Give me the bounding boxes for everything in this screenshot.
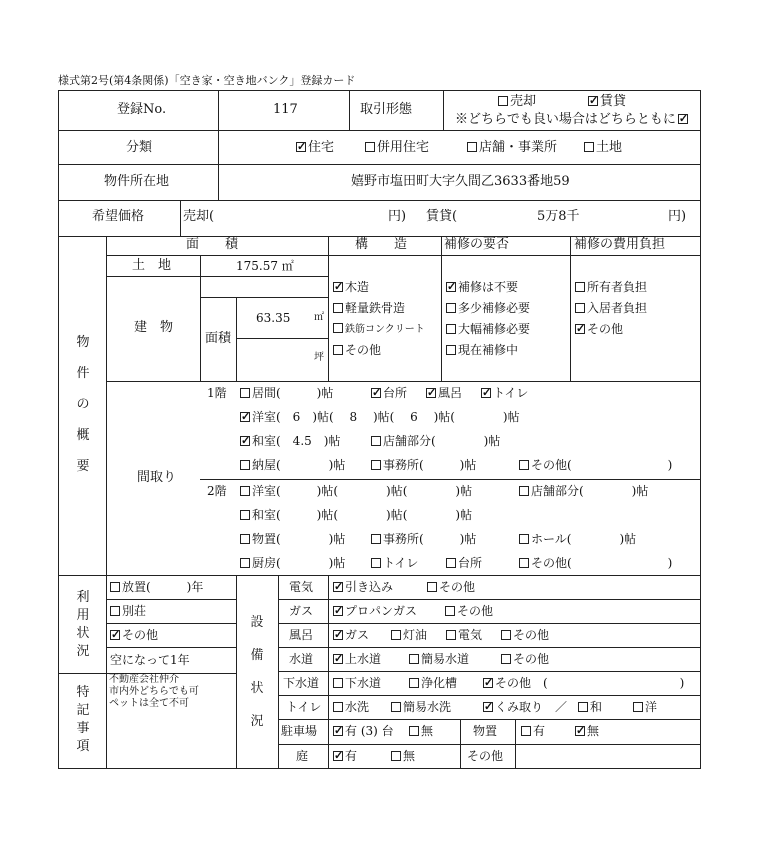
garden-no-label: 無 [403, 749, 416, 763]
land-area-value: 175.57 ㎡ [236, 259, 294, 273]
checkbox-icon[interactable] [519, 534, 529, 544]
bath-kerosene-label: 灯油 [403, 628, 428, 642]
f1-storage[interactable] [240, 457, 345, 473]
f1-other[interactable] [519, 457, 672, 473]
usage-villa-label: 別荘 [122, 604, 147, 618]
checkbox-icon[interactable] [240, 534, 250, 544]
remarks-side-3: 事 [76, 721, 90, 736]
f2-toilet[interactable] [371, 555, 418, 571]
repair-none[interactable] [446, 279, 518, 295]
price-sale-unit: 円) [388, 209, 407, 224]
f2-daidokoro[interactable] [446, 555, 482, 571]
shed-no-label: 無 [587, 724, 600, 738]
usage-side-2: 用 [76, 608, 90, 623]
parking-label: 駐車場 [281, 724, 318, 738]
checkbox-icon[interactable] [446, 324, 456, 334]
f1-storage-label: 納屋( )帖 [252, 458, 346, 472]
checked-checkbox-icon[interactable] [333, 582, 343, 592]
checkbox-icon[interactable] [391, 751, 401, 761]
repair-in-progress-label: 現在補修中 [458, 343, 519, 357]
unit-tsubo: 坪 [314, 352, 324, 363]
checkbox-icon[interactable] [409, 654, 419, 664]
structure-other[interactable] [333, 342, 381, 358]
bath-other-label: その他 [513, 628, 550, 642]
price-rent-value: 5万8千 [537, 209, 580, 224]
f1-western[interactable] [240, 409, 520, 425]
usage-note: 空になって1年 [110, 653, 190, 667]
checked-checkbox-icon[interactable] [333, 751, 343, 761]
sale-label: 売却 [510, 94, 537, 109]
checked-checkbox-icon[interactable] [333, 606, 343, 616]
checkbox-icon[interactable] [371, 558, 381, 568]
checkbox-icon[interactable] [333, 678, 343, 688]
bath-label: 風呂 [289, 628, 314, 642]
checkbox-icon[interactable] [446, 345, 456, 355]
structure-steel-label: 軽量鉄骨造 [345, 301, 406, 315]
checkbox-icon[interactable] [467, 142, 477, 152]
f1-kitchen[interactable] [371, 385, 407, 401]
category-land[interactable] [584, 140, 622, 156]
checked-checkbox-icon[interactable] [483, 678, 493, 688]
checked-checkbox-icon[interactable] [296, 142, 306, 152]
header-repair: 補修の要否 [444, 237, 510, 252]
overview-side-4: 概 [76, 428, 90, 443]
checked-checkbox-icon[interactable] [483, 702, 493, 712]
usage-side-4: 況 [76, 644, 90, 659]
transaction-type-label: 取引形態 [360, 102, 413, 117]
f1-japanese[interactable] [240, 433, 340, 449]
form-title: 様式第2号(第4条関係)「空き家・空き地バンク」登録カード [58, 74, 356, 87]
toilet-pit[interactable] [483, 699, 567, 715]
checked-checkbox-icon[interactable] [575, 324, 585, 334]
f1-toilet[interactable] [481, 385, 528, 401]
checkbox-icon[interactable] [333, 323, 343, 333]
cost-tenant[interactable] [575, 300, 647, 316]
checkbox-icon[interactable] [575, 282, 585, 292]
price-rent-unit: 円) [668, 209, 687, 224]
f2-hall-label: ホール( )帖 [531, 532, 637, 546]
f2-hall[interactable] [519, 531, 636, 547]
toilet-flush[interactable] [333, 699, 369, 715]
checkbox-icon[interactable] [584, 142, 594, 152]
usage-villa[interactable] [110, 603, 146, 619]
parking-yes-label: 有 (3) 台 [345, 724, 394, 738]
checked-checkbox-icon[interactable] [333, 654, 343, 664]
facilities-side-2: 備 [250, 648, 264, 663]
remarks-line-1: 不動産会社仲介 [109, 674, 179, 685]
toilet-simple-flush-label: 簡易水洗 [403, 700, 452, 714]
f1-other-label: その他( ) [531, 458, 673, 472]
checkbox-icon[interactable] [333, 303, 343, 313]
transaction-sale-option[interactable] [498, 94, 536, 110]
sewer-public-label: 下水道 [345, 676, 382, 690]
shed-yes-label: 有 [533, 724, 546, 738]
sewer-public[interactable] [333, 675, 381, 691]
remarks-line-3: ペットは全て不可 [109, 698, 189, 709]
water-other-label: その他 [513, 652, 550, 666]
f2-storage[interactable] [240, 531, 345, 547]
gas-label: ガス [289, 604, 314, 618]
checkbox-icon[interactable] [409, 678, 419, 688]
header-cost: 補修の費用負担 [574, 237, 666, 252]
f1-kitchen-label: 台所 [383, 386, 408, 400]
checked-checkbox-icon[interactable] [426, 388, 436, 398]
price-rent-open: 賃貸( [426, 209, 458, 224]
checked-checkbox-icon[interactable] [240, 412, 250, 422]
f1-bath-label: 風呂 [438, 386, 463, 400]
sewer-label: 下水道 [283, 676, 320, 690]
f1-office[interactable] [371, 457, 476, 473]
checkbox-icon[interactable] [498, 96, 508, 106]
unit-square-meter: ㎡ [314, 312, 324, 323]
category-label: 分類 [126, 140, 153, 155]
electric-label: 電気 [289, 580, 314, 594]
building-area-value: 63.35 [256, 311, 291, 325]
layout-label: 間取り [137, 470, 177, 485]
garden-label: 庭 [296, 749, 309, 763]
water-public-label: 上水道 [345, 652, 382, 666]
shed-label: 物置 [473, 724, 498, 738]
checked-checkbox-icon[interactable] [371, 388, 381, 398]
toilet-pit-label: くみ取り ／ [495, 700, 568, 714]
repair-major-label: 大幅補修必要 [458, 322, 531, 336]
registration-number-value: 117 [273, 102, 298, 117]
checkbox-icon[interactable] [445, 606, 455, 616]
checkbox-icon[interactable] [519, 460, 529, 470]
usage-other-label: その他 [122, 628, 159, 642]
structure-rc[interactable] [333, 323, 425, 336]
building-label: 建 物 [134, 320, 174, 335]
checkbox-icon[interactable] [110, 606, 120, 616]
f2-office-label: 事務所( )帖 [383, 532, 477, 546]
f1-japanese-label: 和室( 4.5 )帖 [252, 434, 341, 448]
usage-side-1: 利 [76, 590, 90, 605]
checkbox-icon[interactable] [391, 702, 401, 712]
category-land-label: 土地 [596, 140, 623, 155]
price-sale-open: 売却( [183, 209, 215, 224]
repair-none-label: 補修は不要 [458, 280, 519, 294]
bath-gas[interactable] [333, 627, 369, 643]
cost-owner[interactable] [575, 279, 647, 295]
checkbox-icon[interactable] [446, 303, 456, 313]
category-house[interactable] [296, 140, 334, 156]
transaction-rent-option[interactable] [588, 94, 626, 110]
checkbox-icon[interactable] [501, 654, 511, 664]
category-house-label: 住宅 [308, 140, 335, 155]
f2-japanese[interactable] [240, 507, 472, 523]
header-structure: 構 造 [355, 237, 408, 252]
checked-checkbox-icon[interactable] [110, 630, 120, 640]
parking-no-label: 無 [421, 724, 434, 738]
sewer-septic-label: 浄化槽 [421, 676, 458, 690]
f2-daidokoro-label: 台所 [458, 556, 483, 570]
bath-other[interactable] [501, 627, 549, 643]
f2-other-label: その他( ) [531, 556, 673, 570]
checkbox-icon[interactable] [446, 630, 456, 640]
checked-checkbox-icon[interactable] [588, 96, 598, 106]
cost-other[interactable] [575, 321, 623, 337]
bath-kerosene[interactable] [391, 627, 427, 643]
structure-other-label: その他 [345, 343, 382, 357]
f2-toilet-label: トイレ [383, 556, 419, 570]
checked-checkbox-icon[interactable] [333, 726, 343, 736]
toilet-japanese[interactable] [578, 699, 602, 715]
checked-checkbox-icon[interactable] [333, 282, 343, 292]
f2-japanese-label: 和室( )帖( )帖( )帖 [252, 508, 473, 522]
checked-checkbox-icon[interactable] [481, 388, 491, 398]
checkbox-icon[interactable] [427, 582, 437, 592]
land-label: 土 地 [132, 258, 172, 273]
toilet-japanese-label: 和 [590, 700, 603, 714]
transaction-either-note[interactable] [455, 112, 690, 128]
category-mixed[interactable] [365, 140, 429, 156]
garden-yes[interactable] [333, 748, 357, 764]
structure-steel[interactable] [333, 300, 405, 316]
usage-other[interactable] [110, 627, 158, 643]
either-note-text: ※どちらでも良い場合はどちらともに [455, 112, 676, 127]
f2-western-label: 洋室( )帖( )帖( )帖 [252, 484, 473, 498]
cost-tenant-label: 入居者負担 [587, 301, 648, 315]
toilet-label: トイレ [286, 700, 322, 714]
facilities-side-1: 設 [250, 615, 264, 630]
bath-electric[interactable] [446, 627, 482, 643]
building-area-label: 面積 [205, 331, 232, 346]
rent-label: 賃貸 [600, 94, 627, 109]
checkbox-icon[interactable] [519, 486, 529, 496]
registration-number-label: 登録No. [117, 102, 167, 117]
water-simple-label: 簡易水道 [421, 652, 470, 666]
facilities-side-4: 況 [250, 714, 264, 729]
checkbox-icon[interactable] [501, 630, 511, 640]
remarks-side-2: 記 [76, 703, 90, 718]
structure-wood[interactable] [333, 279, 369, 295]
repair-in-progress[interactable] [446, 342, 518, 358]
checkbox-icon[interactable] [578, 702, 588, 712]
price-label: 希望価格 [92, 209, 145, 224]
f1-shop-label: 店舗部分( )帖 [383, 434, 501, 448]
category-shop-label: 店舗・事業所 [479, 140, 558, 155]
remarks-side-1: 特 [76, 685, 90, 700]
parking-no[interactable] [409, 723, 433, 739]
f2-western[interactable] [240, 483, 472, 499]
checked-checkbox-icon[interactable] [678, 114, 688, 124]
toilet-western[interactable] [633, 699, 657, 715]
checkbox-icon[interactable] [519, 558, 529, 568]
checkbox-icon[interactable] [333, 702, 343, 712]
water-public[interactable] [333, 651, 381, 667]
structure-rc-label: 鉄筋コンクリート [345, 324, 425, 335]
toilet-flush-label: 水洗 [345, 700, 370, 714]
garden-other-label: その他 [467, 749, 504, 763]
f2-kitchen-room[interactable] [240, 555, 345, 571]
shed-no[interactable] [575, 723, 599, 739]
garden-no[interactable] [391, 748, 415, 764]
sewer-other-label: その他 ( ) [495, 676, 685, 690]
f1-office-label: 事務所( )帖 [383, 458, 477, 472]
toilet-simple-flush[interactable] [391, 699, 451, 715]
checkbox-icon[interactable] [333, 345, 343, 355]
f2-shop[interactable] [519, 483, 648, 499]
f1-shop[interactable] [371, 433, 500, 449]
usage-vacant[interactable] [110, 579, 203, 595]
electric-other[interactable] [427, 579, 475, 595]
electric-connected-label: 引き込み [345, 580, 394, 594]
f2-shop-label: 店舗部分( )帖 [531, 484, 649, 498]
checked-checkbox-icon[interactable] [575, 726, 585, 736]
overview-side-1: 物 [76, 335, 90, 350]
remarks-line-2: 市内外どちらでも可 [109, 686, 199, 697]
garden-yes-label: 有 [345, 749, 358, 763]
electric-connected[interactable] [333, 579, 393, 595]
electric-other-label: その他 [439, 580, 476, 594]
bath-gas-label: ガス [345, 628, 370, 642]
repair-some[interactable] [446, 300, 530, 316]
f2-office[interactable] [371, 531, 476, 547]
gas-other[interactable] [445, 603, 493, 619]
f1-toilet-label: トイレ [493, 386, 529, 400]
checkbox-icon[interactable] [240, 460, 250, 470]
structure-wood-label: 木造 [345, 280, 370, 294]
checked-checkbox-icon[interactable] [333, 630, 343, 640]
usage-side-3: 状 [76, 626, 90, 641]
checkbox-icon[interactable] [391, 630, 401, 640]
overview-side-5: 要 [76, 459, 90, 474]
f2-kitchen-room-label: 厨房( )帖 [252, 556, 346, 570]
repair-major[interactable] [446, 321, 530, 337]
bath-electric-label: 電気 [458, 628, 483, 642]
cost-other-label: その他 [587, 322, 624, 336]
checkbox-icon[interactable] [446, 558, 456, 568]
checkbox-icon[interactable] [371, 460, 381, 470]
location-label: 物件所在地 [104, 174, 170, 189]
usage-vacant-label: 放置( )年 [122, 580, 204, 594]
checkbox-icon[interactable] [575, 303, 585, 313]
water-other[interactable] [501, 651, 549, 667]
repair-some-label: 多少補修必要 [458, 301, 531, 315]
floor-2-label: 2階 [207, 484, 227, 498]
f1-western-label: 洋室( 6 )帖( 8 )帖( 6 )帖( )帖 [252, 410, 520, 424]
category-mixed-label: 併用住宅 [377, 140, 430, 155]
checkbox-icon[interactable] [633, 702, 643, 712]
cost-owner-label: 所有者負担 [587, 280, 648, 294]
gas-other-label: その他 [457, 604, 494, 618]
floor-1-label: 1階 [207, 386, 227, 400]
checkbox-icon[interactable] [240, 486, 250, 496]
f2-other[interactable] [519, 555, 672, 571]
f1-living-label: 居間( )帖 [252, 386, 334, 400]
overview-side-2: 件 [76, 366, 90, 381]
checkbox-icon[interactable] [371, 534, 381, 544]
overview-side-3: の [76, 397, 90, 412]
water-simple[interactable] [409, 651, 469, 667]
checkbox-icon[interactable] [240, 510, 250, 520]
toilet-western-label: 洋 [645, 700, 658, 714]
f1-living[interactable] [240, 385, 333, 401]
f1-bath[interactable] [426, 385, 462, 401]
sewer-septic[interactable] [409, 675, 457, 691]
facilities-side-3: 状 [250, 681, 264, 696]
parking-yes[interactable] [333, 723, 394, 739]
checkbox-icon[interactable] [365, 142, 375, 152]
checkbox-icon[interactable] [240, 388, 250, 398]
checked-checkbox-icon[interactable] [240, 436, 250, 446]
water-label: 水道 [289, 652, 314, 666]
f2-storage-label: 物置( )帖 [252, 532, 346, 546]
checkbox-icon[interactable] [409, 726, 419, 736]
checkbox-icon[interactable] [240, 558, 250, 568]
gas-propane[interactable] [333, 603, 417, 619]
remarks-side-4: 項 [76, 739, 90, 754]
header-area: 面 積 [186, 237, 239, 252]
checkbox-icon[interactable] [110, 582, 120, 592]
sewer-other[interactable] [483, 675, 684, 691]
checked-checkbox-icon[interactable] [446, 282, 456, 292]
shed-yes[interactable] [521, 723, 545, 739]
gas-propane-label: プロパンガス [345, 604, 418, 618]
checkbox-icon[interactable] [371, 436, 381, 446]
checkbox-icon[interactable] [521, 726, 531, 736]
category-shop[interactable] [467, 140, 557, 156]
location-value: 嬉野市塩田町大字久間乙3633番地59 [351, 174, 570, 189]
